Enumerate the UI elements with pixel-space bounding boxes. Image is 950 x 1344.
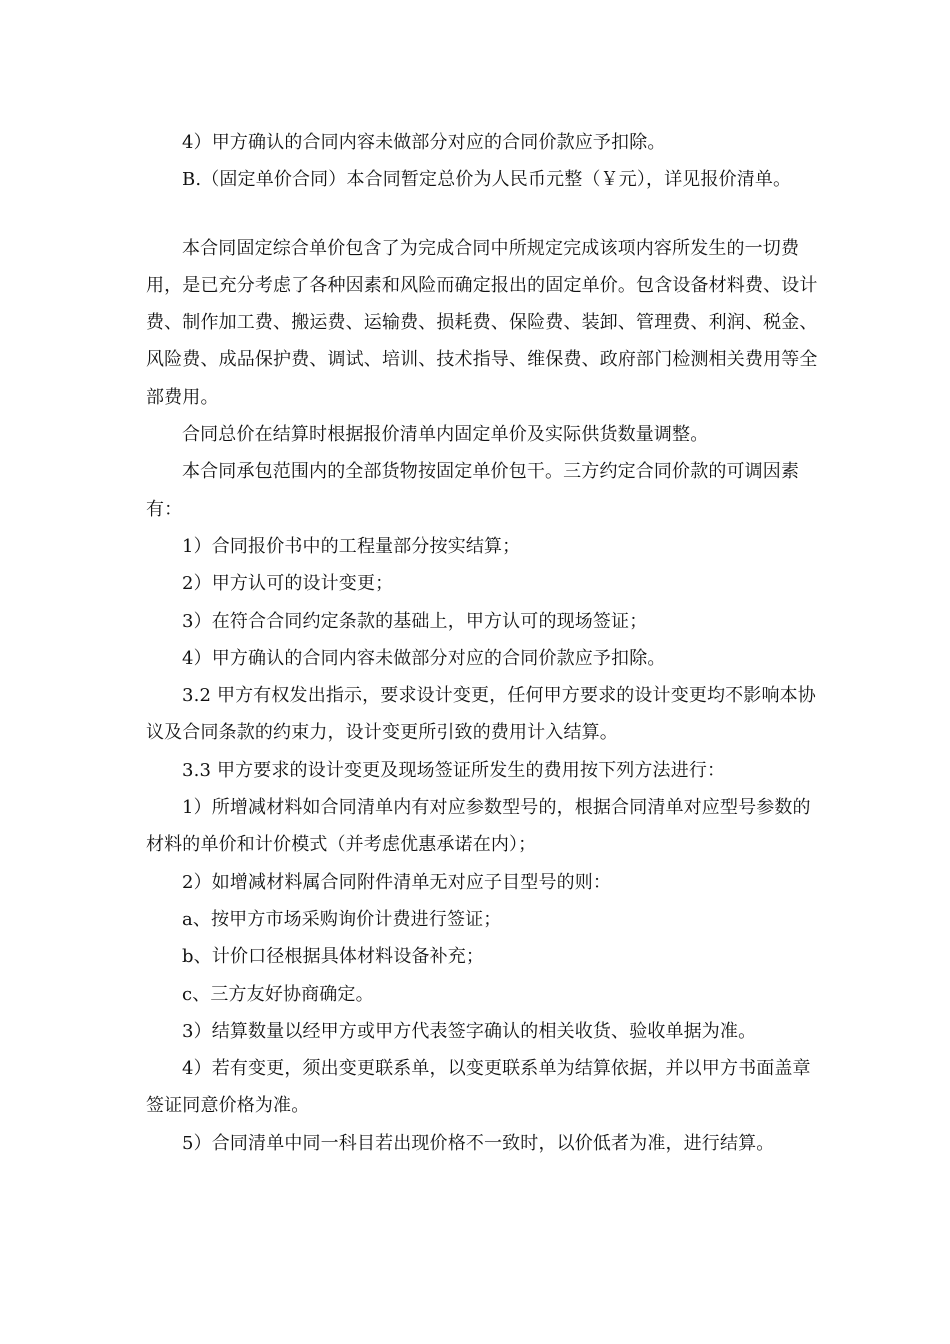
paragraph-fixed-unit-price-contract: B.（固定单价合同）本合同暂定总价为人民币元整（￥元），详见报价清单。 (182, 169, 792, 191)
list-item-method-2c: c、三方友好协商确定。 (182, 983, 374, 1005)
list-item-factor-2: 2）甲方认可的设计变更； (182, 573, 394, 595)
list-item-factor-1: 1）合同报价书中的工程量部分按实结算； (182, 535, 521, 557)
list-item-method-2a: a、按甲方市场采购询价计费进行签证； (182, 908, 502, 930)
paragraph-total-price-adjustment: 合同总价在结算时根据报价清单内固定单价及实际供货数量调整。 (182, 424, 709, 446)
list-item-factor-4: 4）甲方确认的合同内容未做部分对应的合同价款应予扣除。 (182, 647, 666, 669)
clause-3-3: 3.3 甲方要求的设计变更及现场签证所发生的费用按下列方法进行： (182, 759, 726, 781)
list-item-method-2: 2）如增减材料属合同附件清单无对应子目型号的则： (182, 871, 612, 893)
list-item-method-4: 4）若有变更，须出变更联系单，以变更联系单为结算依据，并以甲方书面盖章签证同意价格为准。 (146, 1058, 811, 1117)
list-item-method-3: 3）结算数量以经甲方或甲方代表签字确认的相关收货、验收单据为准。 (182, 1020, 757, 1042)
clause-3-2: 3.2 甲方有权发出指示，要求设计变更，任何甲方要求的设计变更均不影响本协议及合同条款的约束力，设计变更所引致的费用计入结算。 (146, 685, 816, 744)
list-item-method-2b: b、计价口径根据具体材料设备补充； (182, 946, 485, 968)
list-item-method-1: 1）所增减材料如合同清单内有对应参数型号的，根据合同清单对应型号参数的材料的单价和计价模式（并考虑优惠承诺在内）； (146, 797, 811, 856)
list-item-factor-3: 3）在符合合同约定条款的基础上，甲方认可的现场签证； (182, 610, 648, 632)
document-body (146, 124, 822, 1162)
list-item-method-5: 5）合同清单中同一科目若出现价格不一致时，以价低者为准，进行结算。 (182, 1132, 775, 1154)
paragraph-unit-price-scope: 本合同固定综合单价包含了为完成合同中所规定完成该项内容所发生的一切费用，是已充分考虑了各种因素和风险而确定报出的固定单价。包含设备材料费、设计费、制作加工费、搬运费、运输费、损耗费、保险费、装卸、管理费、利润、税金、风险费、成品保护费、调试、培训、技术指导、维保费、政府部门检测相关费用等全部费用。 (146, 237, 818, 408)
paragraph-adjustable-factors: 本合同承包范围内的全部货物按固定单价包干。三方约定合同价款的可调因素有： (146, 461, 800, 520)
paragraph-deduction-item-4: 4）甲方确认的合同内容未做部分对应的合同价款应予扣除。 (182, 132, 666, 153)
paragraph-gap (146, 199, 822, 230)
